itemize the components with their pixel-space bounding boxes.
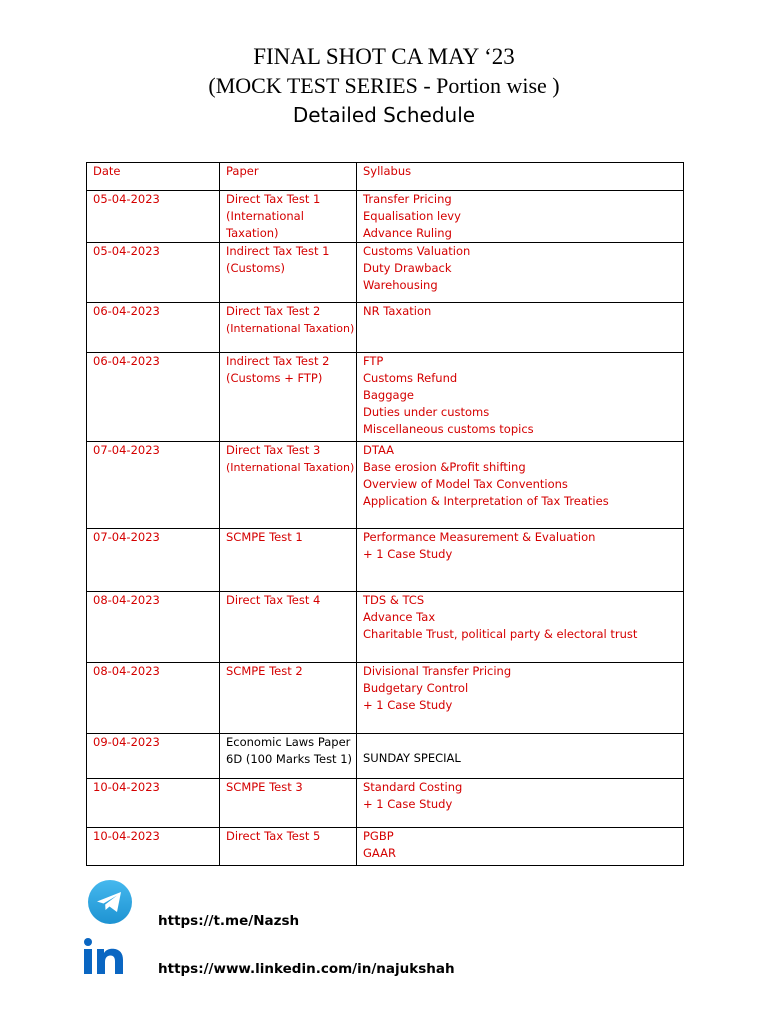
paper-line: SCMPE Test 1 xyxy=(226,530,303,544)
syllabus-item: PGBP xyxy=(363,829,394,843)
paper-line: Direct Tax Test 1 xyxy=(226,192,321,206)
row-syllabus xyxy=(357,734,684,779)
row-date xyxy=(87,779,220,828)
schedule-table xyxy=(86,162,684,866)
row-paper xyxy=(220,779,357,828)
sunday-special-label: SUNDAY SPECIAL xyxy=(363,751,461,765)
paper-line: (Customs + FTP) xyxy=(226,371,323,385)
paper-line: Direct Tax Test 2 xyxy=(226,304,321,318)
row-syllabus xyxy=(357,828,684,866)
row-date xyxy=(87,663,220,734)
syllabus-item: GAAR xyxy=(363,846,396,860)
date-text: 06-04-2023 xyxy=(93,354,160,368)
row-syllabus xyxy=(357,663,684,734)
date-text: 06-04-2023 xyxy=(93,304,160,318)
row-date xyxy=(87,243,220,303)
row-paper xyxy=(220,303,357,353)
paper-line: SCMPE Test 3 xyxy=(226,780,303,794)
row-syllabus xyxy=(357,243,684,303)
telegram-icon[interactable] xyxy=(86,878,134,926)
row-syllabus xyxy=(357,303,684,353)
row-paper xyxy=(220,529,357,592)
paper-line: Direct Tax Test 3 xyxy=(226,443,321,457)
row-date xyxy=(87,353,220,442)
syllabus-item: Divisional Transfer Pricing xyxy=(363,664,512,678)
syllabus-item: Standard Costing xyxy=(363,780,463,794)
syllabus-item: + 1 Case Study xyxy=(363,547,453,561)
schedule-heading: Detailed Schedule xyxy=(292,103,476,127)
paper-line: (Customs) xyxy=(226,261,286,275)
syllabus-item: Customs Valuation xyxy=(363,244,471,258)
syllabus-item: + 1 Case Study xyxy=(363,698,453,712)
syllabus-item: Baggage xyxy=(363,388,414,402)
header-date: Date xyxy=(87,163,220,191)
syllabus-item: NR Taxation xyxy=(363,304,432,318)
date-text: 10-04-2023 xyxy=(93,780,160,794)
header-syllabus: Syllabus xyxy=(357,163,684,191)
row-date xyxy=(87,303,220,353)
table-row xyxy=(87,779,684,828)
linkedin-link[interactable]: https://www.linkedin.com/in/najukshah xyxy=(158,961,455,977)
date-text: 07-04-2023 xyxy=(93,530,160,544)
table-row xyxy=(87,243,684,303)
row-syllabus xyxy=(357,779,684,828)
table-row xyxy=(87,353,684,442)
date-text: 08-04-2023 xyxy=(93,664,160,678)
header-paper: Paper xyxy=(220,163,357,191)
syllabus-item: Miscellaneous customs topics xyxy=(363,422,534,436)
syllabus-item: Charitable Trust, political party & electoral trust xyxy=(363,627,638,641)
syllabus-item: Duty Drawback xyxy=(363,261,452,275)
page-title: FINAL SHOT CA MAY ‘23 xyxy=(253,44,515,69)
paper-line: Indirect Tax Test 1 xyxy=(226,244,330,258)
syllabus-item: Equalisation levy xyxy=(363,209,461,223)
table-row xyxy=(87,828,684,866)
page-subtitle: (MOCK TEST SERIES - Portion wise ) xyxy=(208,73,560,98)
date-text: 10-04-2023 xyxy=(93,829,160,843)
paper-line: Economic Laws Paper xyxy=(226,735,351,749)
date-text: 07-04-2023 xyxy=(93,443,160,457)
row-paper xyxy=(220,734,357,779)
paper-line: Taxation) xyxy=(226,226,279,240)
row-paper xyxy=(220,663,357,734)
row-paper xyxy=(220,243,357,303)
row-date xyxy=(87,191,220,243)
row-paper xyxy=(220,353,357,442)
row-syllabus xyxy=(357,191,684,243)
table-row xyxy=(87,303,684,353)
row-paper xyxy=(220,191,357,243)
syllabus-item: FTP xyxy=(363,354,384,368)
date-text: 08-04-2023 xyxy=(93,593,160,607)
paper-line: Direct Tax Test 4 xyxy=(226,593,321,607)
row-date xyxy=(87,529,220,592)
row-paper xyxy=(220,828,357,866)
linkedin-icon[interactable] xyxy=(82,934,128,976)
date-text: 05-04-2023 xyxy=(93,192,160,206)
paper-line: Indirect Tax Test 2 xyxy=(226,354,330,368)
syllabus-item: TDS & TCS xyxy=(363,593,425,607)
row-paper xyxy=(220,442,357,529)
table-row xyxy=(87,529,684,592)
syllabus-item: Advance Ruling xyxy=(363,226,452,240)
syllabus-item: DTAA xyxy=(363,443,395,457)
table-row xyxy=(87,734,684,779)
syllabus-item: Application & Interpretation of Tax Treaties xyxy=(363,494,609,508)
syllabus-item: Base erosion &Profit shifting xyxy=(363,460,526,474)
row-date xyxy=(87,734,220,779)
paper-line: SCMPE Test 2 xyxy=(226,664,303,678)
row-syllabus xyxy=(357,442,684,529)
table-header-row xyxy=(87,163,684,191)
date-text: 05-04-2023 xyxy=(93,244,160,258)
syllabus-item: Advance Tax xyxy=(363,610,436,624)
syllabus-item: Budgetary Control xyxy=(363,681,469,695)
row-date xyxy=(87,828,220,866)
row-paper xyxy=(220,592,357,663)
paper-line: (International xyxy=(226,209,304,223)
syllabus-item: Warehousing xyxy=(363,278,438,292)
row-syllabus xyxy=(357,529,684,592)
table-row xyxy=(87,663,684,734)
telegram-link[interactable]: https://t.me/Nazsh xyxy=(158,913,300,929)
paper-line: 6D (100 Marks Test 1) xyxy=(226,752,353,766)
table-row xyxy=(87,191,684,243)
row-syllabus xyxy=(357,353,684,442)
date-text: 09-04-2023 xyxy=(93,735,160,749)
row-date xyxy=(87,442,220,529)
syllabus-item: Overview of Model Tax Conventions xyxy=(363,477,568,491)
table-row xyxy=(87,442,684,529)
row-date xyxy=(87,592,220,663)
syllabus-item: + 1 Case Study xyxy=(363,797,453,811)
paper-line: (International Taxation) xyxy=(226,322,355,335)
row-syllabus xyxy=(357,592,684,663)
syllabus-item: Performance Measurement & Evaluation xyxy=(363,530,596,544)
syllabus-item: Customs Refund xyxy=(363,371,458,385)
syllabus-item: Duties under customs xyxy=(363,405,490,419)
syllabus-item: Transfer Pricing xyxy=(363,192,452,206)
paper-line: Direct Tax Test 5 xyxy=(226,829,321,843)
table-row xyxy=(87,592,684,663)
paper-line: (International Taxation) xyxy=(226,461,355,474)
